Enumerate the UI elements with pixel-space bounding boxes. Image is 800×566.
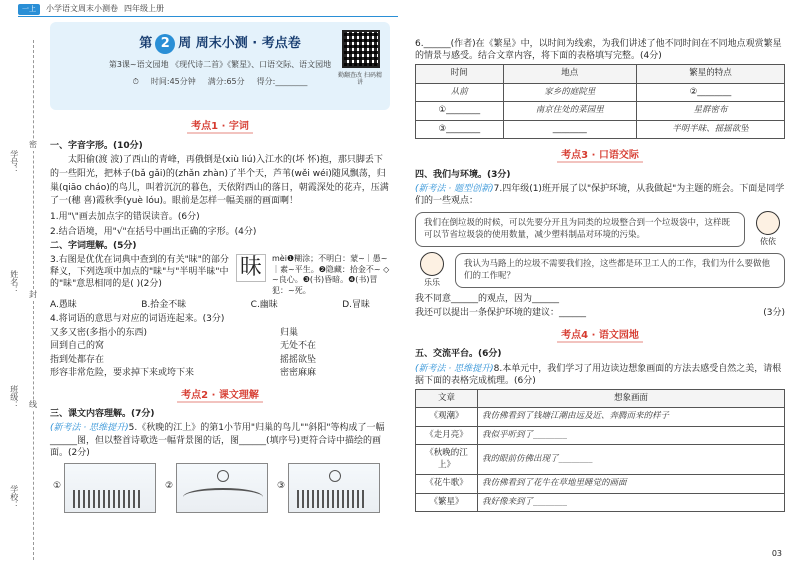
option-d[interactable]: D.冒昧 xyxy=(342,300,370,310)
q4-heading: 四、我们与环境。(3分) xyxy=(415,169,511,180)
picture-3[interactable] xyxy=(277,463,380,513)
seal-mark-feng: 封 xyxy=(29,290,37,299)
answer-blank[interactable]: ①________ xyxy=(416,102,504,120)
option-b[interactable]: B.拾金不昧 xyxy=(141,300,187,310)
option-a[interactable]: A.愚昧 xyxy=(50,300,77,310)
imagination-table xyxy=(415,389,785,512)
q5-sub8 xyxy=(415,363,785,387)
speech-bubble-2: 我认为马路上的垃圾不需要我们捡，这些都是环卫工人的工作，我们为什么要做他们的工作呢？ xyxy=(455,253,785,289)
table-cell: 半明半昧、摇摇欲坠 xyxy=(636,120,784,138)
trees-drawing xyxy=(297,490,367,508)
table-cell: 《花牛歌》 xyxy=(416,475,478,493)
series-title: 小学语文周末小测卷 xyxy=(46,4,118,14)
table-row xyxy=(416,493,785,511)
answer-blank[interactable]: ________ xyxy=(503,120,636,138)
match-right[interactable]: 摇摇欲坠 xyxy=(280,354,317,365)
full-score: 满分:65分 xyxy=(207,76,245,86)
answer-blank[interactable]: 我的眼前仿佛出现了________ xyxy=(478,445,785,475)
opinion-1 xyxy=(415,211,785,248)
q4-sub7 xyxy=(415,183,785,207)
option-c[interactable]: C.幽昧 xyxy=(250,300,278,310)
sunset-drawing xyxy=(329,470,341,482)
answer-blank[interactable]: 我似乎听到了________ xyxy=(478,426,785,444)
series-badge: 一上 xyxy=(18,4,40,15)
section-2-label: 考点2 · 课文理解 xyxy=(177,390,263,403)
exam-header xyxy=(50,22,390,110)
col-article: 文章 xyxy=(416,389,478,407)
week-number: 2 xyxy=(155,34,175,54)
match-left[interactable]: 形容非常危险，要求掉下来或垮下来 xyxy=(50,367,195,378)
page-number: 03 xyxy=(771,549,782,559)
q1-sub1: 1.用"\"画去加点字的错误读音。(6分) xyxy=(50,212,200,223)
opinion-2 xyxy=(415,252,785,289)
reeds-drawing xyxy=(73,490,143,508)
match-row xyxy=(50,354,390,366)
q2-heading: 二、字词理解。(5分) xyxy=(50,240,137,251)
table-cell: 《观潮》 xyxy=(416,408,478,426)
poem-pictures xyxy=(53,463,390,513)
table-row xyxy=(416,120,785,138)
sun-drawing xyxy=(217,470,229,482)
q3-options xyxy=(50,299,390,311)
table-row xyxy=(416,445,785,475)
new-method-tag: (新考法 · 思维提升) xyxy=(50,423,129,434)
name-label: 姓名： xyxy=(9,270,19,294)
table-cell: 南京住处的菜园里 xyxy=(503,102,636,120)
q3-sub5 xyxy=(50,422,390,458)
match-right[interactable]: 密密麻麻 xyxy=(280,367,317,378)
time-limit: 时间:45分钟 xyxy=(150,76,196,86)
title-suffix: 周 周末小测 · 考点卷 xyxy=(178,36,301,51)
section-3-heading xyxy=(415,149,785,163)
picture-3-number: ③ xyxy=(277,480,286,491)
dictionary-definition: mèi❶糊涂；不明白：蒙~｜愚~｜素~平生。❷隐藏：拾金不~ ◇ ~良心。❸(书)昏暗。❹(书)冒犯：~死。 xyxy=(272,253,390,296)
match-left[interactable]: 回到自己的窝 xyxy=(50,341,105,352)
match-row xyxy=(50,327,390,339)
picture-2-number: ② xyxy=(165,480,174,491)
table-row xyxy=(416,102,785,120)
section-4-label: 考点4 · 语文园地 xyxy=(557,330,643,343)
col-picture: 想象画面 xyxy=(478,389,785,407)
table-header-row xyxy=(416,65,785,83)
new-method-tag: (新考法 · 思维提升) xyxy=(415,363,494,374)
table-cell: 我仿佛看到了钱塘江潮由远及近、奔腾而来的样子 xyxy=(478,408,785,426)
match-left[interactable]: 指到处都存在 xyxy=(50,354,105,365)
table-cell: 《走月亮》 xyxy=(416,426,478,444)
exam-meta xyxy=(60,77,380,88)
dictionary-char: 昧 xyxy=(236,254,266,282)
answer-line-2[interactable] xyxy=(415,307,785,319)
picture-1-number: ① xyxy=(53,480,62,491)
new-method-tag: (新考法 · 题型创新) xyxy=(415,183,494,194)
table-row xyxy=(416,475,785,493)
q5-heading: 五、交流平台。(6分) xyxy=(415,349,502,360)
table-row xyxy=(416,408,785,426)
q3-heading: 三、课文内容理解。(7分) xyxy=(50,409,155,420)
title-prefix: 第 xyxy=(139,36,153,51)
student-name: 乐乐 xyxy=(424,277,440,287)
clock-icon: ⏱ xyxy=(132,76,139,86)
q4-sub7-text: 7.四年级(1)班开展了以"保护环境，从我做起"为主题的班会。下面是同学们的一些观点： xyxy=(415,183,785,206)
section-1-label: 考点1 · 字词 xyxy=(187,121,253,134)
right-column xyxy=(415,36,785,512)
student-lele xyxy=(415,252,449,289)
match-right[interactable]: 归巢 xyxy=(280,328,299,339)
student-yiyi xyxy=(751,211,785,248)
grade-label: 四年级上册 xyxy=(124,4,164,14)
boy-avatar-icon xyxy=(420,252,444,276)
col-feature: 繁星的特点 xyxy=(636,65,784,83)
table-header-row xyxy=(416,389,785,407)
table-row xyxy=(416,426,785,444)
table-cell: 《繁星》 xyxy=(416,493,478,511)
match-left[interactable]: 又多又密(多指小的东西) xyxy=(50,328,148,339)
q2-sub4: 4.将词语的意思与对应的词语连起来。(3分) xyxy=(50,314,225,325)
score-field[interactable]: 得分:________ xyxy=(256,76,308,86)
section-4-heading xyxy=(415,329,785,343)
match-right[interactable]: 无处不在 xyxy=(280,341,317,352)
answer-line-2-text: 我还可以提出一条保护环境的建议：______ xyxy=(415,307,587,318)
answer-blank[interactable]: ②________ xyxy=(636,83,784,101)
qr-code-icon[interactable] xyxy=(342,30,380,68)
girl-avatar-icon xyxy=(756,211,780,235)
q4-score: (3分) xyxy=(763,307,785,318)
picture-2[interactable] xyxy=(165,463,268,513)
table-cell: 我仿佛看到了花牛在草地里睡觉的画面 xyxy=(478,475,785,493)
q6-heading: 6.______(作者)在《繁星》中，以时间为线索，为我们讲述了他不同时间在不同地点观赏繁星的情景与感受。结合文章内容，将下面的表格填写完整。(4分) xyxy=(415,39,782,62)
exam-scope: 第3课~语文园地 《现代诗二首》《繁星》、口语交际、语文园地 xyxy=(108,60,332,69)
binding-sidebar xyxy=(0,40,40,560)
answer-line-1[interactable]: 我不同意______的观点，因为______ xyxy=(415,293,560,304)
seal-mark-mi: 密 xyxy=(29,140,37,149)
table-cell: 从前 xyxy=(416,83,504,101)
match-row xyxy=(50,367,390,379)
table-cell: 家乡的庭院里 xyxy=(503,83,636,101)
class-label: 班级： xyxy=(9,385,19,409)
section-3-label: 考点3 · 口语交际 xyxy=(557,150,643,163)
picture-1[interactable] xyxy=(53,463,156,513)
student-id-label: 学号： xyxy=(9,150,19,174)
left-column xyxy=(50,22,390,513)
q1-heading: 一、字音字形。(10分) xyxy=(50,140,143,151)
top-bar xyxy=(18,3,398,17)
section-2-heading xyxy=(50,389,390,403)
col-time: 时间 xyxy=(416,65,504,83)
speech-bubble-1: 我们在倒垃圾的时候，可以先要分开且为同类的垃圾整合到一个垃圾袋中，这样既可以节省垃圾袋的使用数量，减少塑料制品对环境的污染。 xyxy=(415,212,745,248)
col-place: 地点 xyxy=(503,65,636,83)
exam-title xyxy=(60,34,380,54)
qr-caption: 勤翻查改 扫码精讲 xyxy=(338,72,382,87)
q1-passage: 太阳偷(渡 波)了西山的青峰，再俄倒是(xiù liú)入江水的(坏 怀)抱，那只脚丢下的一些阳光，把林子(bǎ gǎi)的(zhǎn zhàn)了半个天，芦苇(wěi wéi)随风飘荡，归巢(qiāo cháo)的鸟儿，叫着沉沉的暮色，天依附西山的落日，朝霞深处的花卉，压满了一(穗 喜)霞秋季(yuè lóu)。眼前是怎样一幅美丽的画面啊！ xyxy=(50,154,389,207)
q3-sub5-text: 5.《秋晚的江上》的第1小节用"归巢的鸟儿""斜阳"等构成了一幅______图，但以整首诗歌选一幅背景图的话，图______(填序号)更符合诗中描绘的画面。(2分) xyxy=(50,423,385,458)
q2-sub3: 3.右图是优优在词典中查到的有关"昧"的部分释义，下列选项中加点的"昧"与"半明半昧"中的"昧"意思相同的是( )(2分) xyxy=(50,254,229,290)
seal-mark-xian: 线 xyxy=(29,400,37,409)
water-drawing xyxy=(183,488,263,506)
q5-sub8-text: 8.本单元中，我们学习了用边读边想象画面的方法去感受自然之美，请根据下面的表格完成梳理。(6分) xyxy=(415,363,782,386)
q1-sub2: 2.结合语境，用"√"在括号中画出正确的字形。(4分) xyxy=(50,226,257,237)
student-name: 依依 xyxy=(760,237,776,247)
answer-blank[interactable]: 我好像来到了________ xyxy=(478,493,785,511)
section-1-heading xyxy=(50,120,390,134)
stars-table xyxy=(415,64,785,139)
answer-blank[interactable]: ③________ xyxy=(416,120,504,138)
table-row xyxy=(416,83,785,101)
table-cell: 星群密布 xyxy=(636,102,784,120)
dictionary-entry xyxy=(50,254,390,297)
table-cell: 《秋晚的江上》 xyxy=(416,445,478,475)
school-label: 学校： xyxy=(9,485,19,509)
match-row xyxy=(50,340,390,352)
